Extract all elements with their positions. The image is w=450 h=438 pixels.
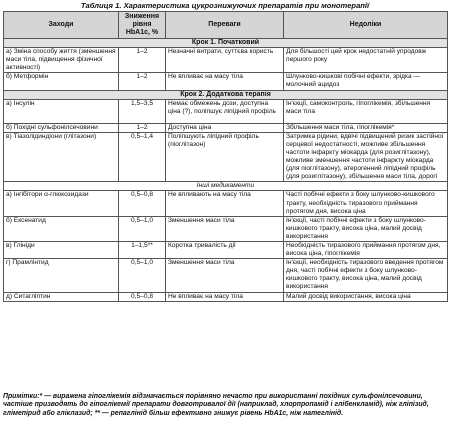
cell-measure: в) Глініди — [4, 241, 119, 258]
cell-hba1c: 0,5–0,8 — [119, 191, 166, 216]
drug-comparison-table — [3, 11, 448, 302]
cell-pros: Не впливає на масу тіла — [166, 73, 284, 90]
cell-cons: Ін'єкції, самоконтроль, гіпоглікемія, збільшення маси тіла — [284, 99, 448, 123]
table-row — [4, 48, 448, 73]
table-row — [4, 216, 448, 241]
table-row — [4, 191, 448, 216]
table-row — [4, 99, 448, 123]
cell-hba1c: 0,5–1,4 — [119, 132, 166, 182]
cell-hba1c: 1–1,5** — [119, 241, 166, 258]
cell-cons: Малий досвід використання, висока ціна — [284, 292, 448, 301]
cell-cons: Затримка рідини, вдвічі підвищений ризик застійної серцевої недостатності, можливе збільшення частоти інфаркту міокарда (для розиглітазону), можливе зменшення частоти інфаркту міокарда (для піоглітазону), атерогенний ліпідний профіль (для розиглітазону), збільшення маси тіла, дорогі — [284, 132, 448, 182]
table-row — [4, 123, 448, 132]
cell-measure: б) Похідні сульфонілсечовини — [4, 123, 119, 132]
header-disadvantages: Недоліки — [284, 12, 448, 39]
other-drugs-row — [4, 182, 448, 191]
cell-hba1c: 1–2 — [119, 48, 166, 73]
cell-pros: Доступна ціна — [166, 123, 284, 132]
cell-cons: Для більшості цей крок недостатній упродовж першого року — [284, 48, 448, 73]
header-measures: Заходи — [4, 12, 119, 39]
cell-measure: а) Інсулін — [4, 99, 119, 123]
cell-cons: Ін'єкції, часті побічні ефекти з боку шлунково-кишкового тракту, висока ціна, малий досвід використання — [284, 216, 448, 241]
step-label: Крок 1. Початковий — [4, 39, 448, 48]
cell-measure: д) Ситагліптин — [4, 292, 119, 301]
header-hba1c: Зниження рівня HbA1c, % — [119, 12, 166, 39]
table-row — [4, 292, 448, 301]
table-header-row — [4, 12, 448, 39]
cell-cons: Ін'єкції, необхідність тиразового введення протягом дня, часті побічні ефекти з боку шлунково-кишкового тракту, висока ціна, малий досвід використання — [284, 259, 448, 292]
header-advantages: Переваги — [166, 12, 284, 39]
cell-measure: б) Метформін — [4, 73, 119, 90]
cell-measure: г) Прамлінтид — [4, 259, 119, 292]
other-drugs-label: Інші медикаменти — [4, 182, 448, 191]
cell-cons: Збільшення маси тіла, гіпоглікемія* — [284, 123, 448, 132]
cell-hba1c: 0,5–0,8 — [119, 292, 166, 301]
cell-pros: Не впливають на масу тіла — [166, 191, 284, 216]
cell-pros: Незначні витрати, суттєва користь — [166, 48, 284, 73]
table-caption: Таблиця 1. Характеристика цукрознижуючих препаратів при монотерапії — [80, 1, 370, 10]
cell-measure: а) Інгібітори α-глюкозидази — [4, 191, 119, 216]
cell-hba1c: 1–2 — [119, 73, 166, 90]
cell-measure: б) Ексенатид — [4, 216, 119, 241]
cell-pros: Не впливає на масу тіла — [166, 292, 284, 301]
table-row — [4, 241, 448, 258]
cell-hba1c: 0,5–1,0 — [119, 259, 166, 292]
cell-pros: Поліпшують ліпідний профіль (піоглітазон) — [166, 132, 284, 182]
cell-cons: Необхідність тиразового приймання протягом дня, висока ціна, гіпоглікемія — [284, 241, 448, 258]
cell-hba1c: 0,5–1,0 — [119, 216, 166, 241]
cell-hba1c: 1–2 — [119, 123, 166, 132]
table-row — [4, 73, 448, 90]
table-row — [4, 259, 448, 292]
cell-pros: Зменшення маси тіла — [166, 216, 284, 241]
step-row — [4, 39, 448, 48]
step-row — [4, 90, 448, 99]
cell-measure: а) Зміна способу життя (зменшення маси тіла, підвищення фізичної активності) — [4, 48, 119, 73]
table-footnotes: Примітки:* — виражена гіпоглікемія відзначається порівняно нечасто при використанні похідних сульфонілсечовини, частіше призводять до гіпоглікемії препарати довготривалої дії (наприклад, хлорпропамід і глібенкламід), ніж гліпізид, глімепірид або гліклазид; ** — репаглінід більш ефективно знижує рівень HbA1c, ніж натеглінід. — [3, 393, 429, 417]
table-row — [4, 132, 448, 182]
cell-hba1c: 1,5–3,5 — [119, 99, 166, 123]
cell-measure: в) Тіазолідиндіони (глітазони) — [4, 132, 119, 182]
cell-pros: Немає обмежень дози, доступна ціна (?), поліпшує ліпідний профіль — [166, 99, 284, 123]
step-label: Крок 2. Додаткова терапія — [4, 90, 448, 99]
cell-pros: Зменшення маси тіла — [166, 259, 284, 292]
cell-cons: Шлунково-кишкові побічні ефекти, зрідка — молочний ацидоз — [284, 73, 448, 90]
cell-cons: Часті побічні ефекти з боку шлунково-кишкового тракту, необхідність тиразового приймання протягом дня, висока ціна — [284, 191, 448, 216]
cell-pros: Коротка тривалість дії — [166, 241, 284, 258]
